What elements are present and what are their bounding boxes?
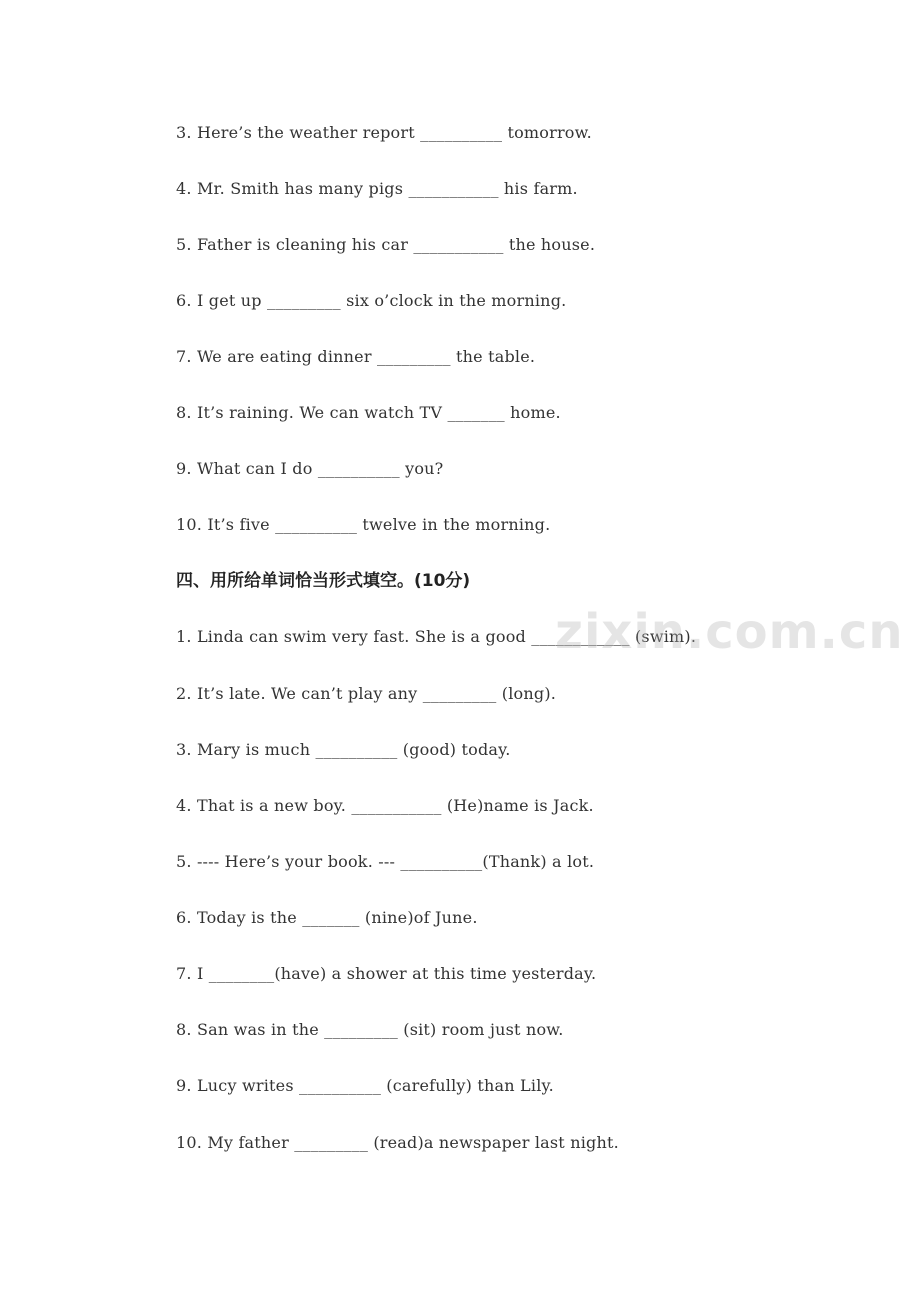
question-3-4: 4. Mr. Smith has many pigs ___________ his farm. [176, 179, 578, 198]
question-3-5: 5. Father is cleaning his car ___________ the house. [176, 235, 596, 254]
question-3-8: 8. It’s raining. We can watch TV _______ home. [176, 403, 561, 422]
question-3-6: 6. I get up _________ six o’clock in the morning. [176, 291, 567, 310]
watermark: zixin.com.cn [555, 604, 904, 660]
question-4-3: 3. Mary is much __________ (good) today. [176, 740, 511, 759]
question-4-2: 2. It’s late. We can’t play any _________ (long). [176, 684, 557, 703]
question-3-9: 9. What can I do __________ you? [176, 459, 444, 478]
question-4-7: 7. I ________(have) a shower at this time yesterday. [176, 964, 597, 983]
question-4-1: 1. Linda can swim very fast. She is a good ____________ (swim). [176, 627, 697, 646]
question-4-5: 5. ---- Here’s your book. --- __________(Thank) a lot. [176, 852, 595, 871]
question-4-4: 4. That is a new boy. ___________ (He)name is Jack. [176, 796, 594, 815]
question-4-9: 9. Lucy writes __________ (carefully) than Lily. [176, 1076, 554, 1095]
question-4-8: 8. San was in the _________ (sit) room just now. [176, 1020, 564, 1039]
question-4-6: 6. Today is the _______ (nine)of June. [176, 908, 478, 927]
question-4-10: 10. My father _________ (read)a newspaper last night. [176, 1133, 619, 1152]
question-3-10: 10. It’s five __________ twelve in the morning. [176, 515, 551, 534]
question-3-7: 7. We are eating dinner _________ the table. [176, 347, 536, 366]
question-3-3: 3. Here’s the weather report __________ tomorrow. [176, 123, 592, 142]
section-4-heading: 四、用所给单词恰当形式填空。(10分) [176, 571, 471, 591]
